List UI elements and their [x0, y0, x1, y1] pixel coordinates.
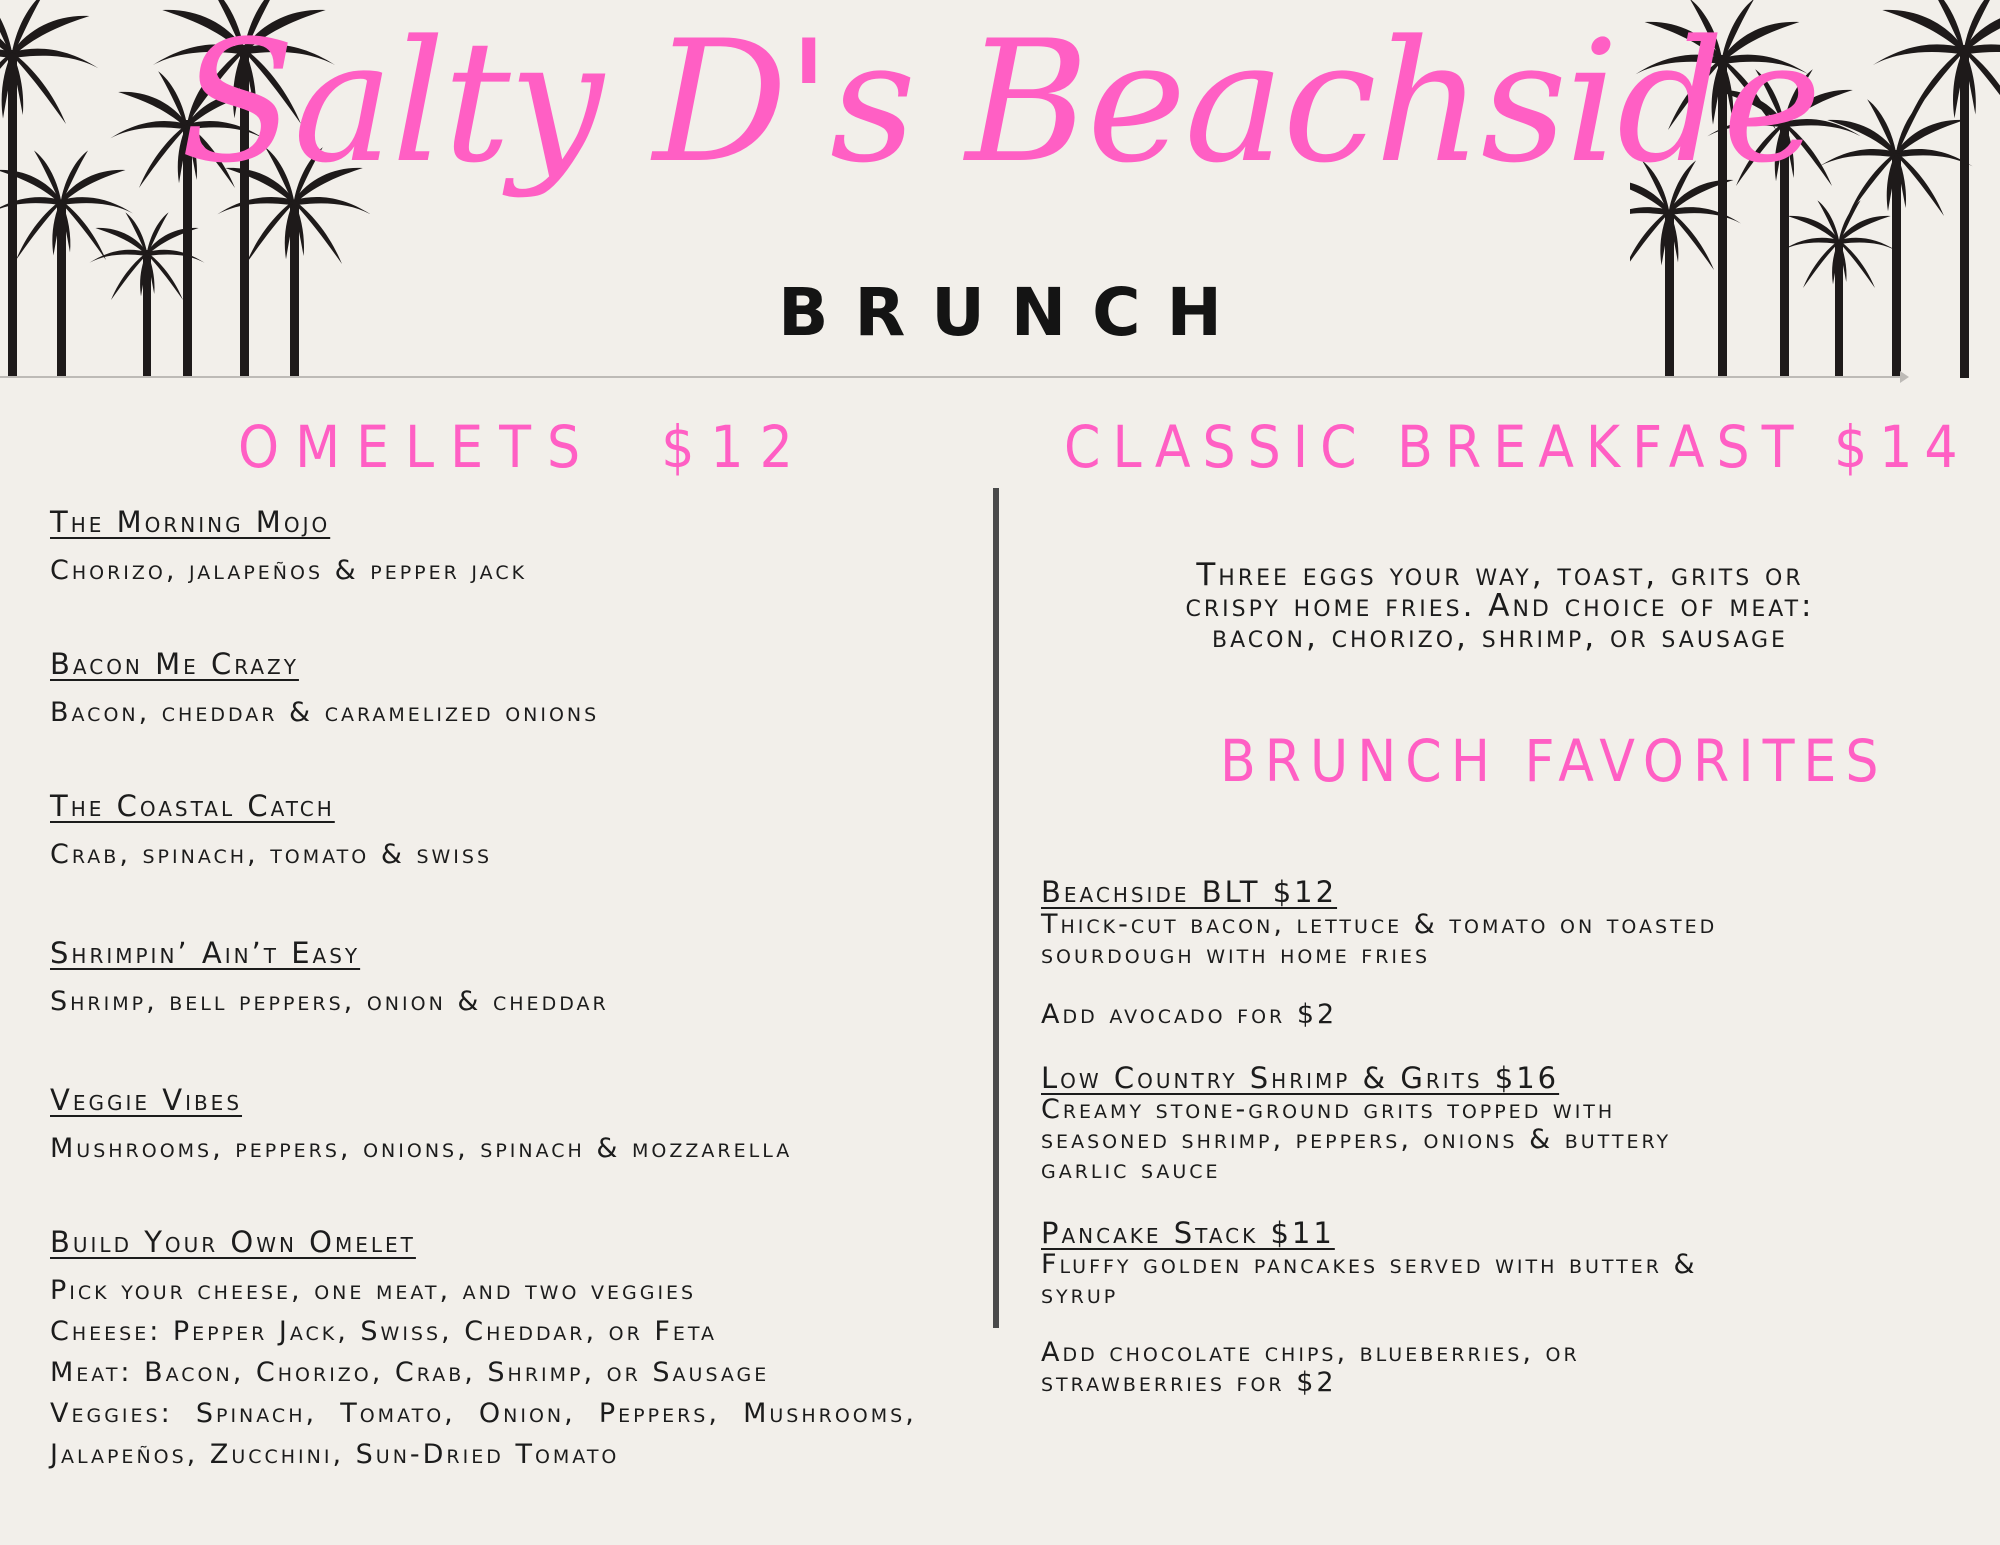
pancake-addon-line-2: strawberries for $2 — [1041, 1367, 1337, 1398]
omelet-name-build-your-own: Build Your Own Omelet — [50, 1225, 416, 1259]
grits-line-1: Creamy stone-ground grits topped with — [1041, 1094, 1616, 1125]
byo-line-veggies-cont: Jalapeños, Zucchini, Sun-Dried Tomato — [50, 1439, 620, 1470]
byo-line-cheese: Cheese: Pepper Jack, Swiss, Cheddar, or Feta — [50, 1316, 718, 1347]
favorite-name-shrimp-grits: Low Country Shrimp & Grits $16 — [1041, 1061, 1560, 1095]
column-divider — [993, 488, 999, 1328]
brunch-favorites-heading: BRUNCH FAVORITES — [1220, 727, 1888, 795]
omelet-desc-morning-mojo: Chorizo, jalapeños & pepper jack — [50, 555, 528, 586]
menu-subtitle: BRUNCH — [778, 274, 1248, 351]
grits-line-3: garlic sauce — [1041, 1154, 1221, 1185]
favorite-name-beachside-blt: Beachside BLT $12 — [1041, 875, 1338, 909]
byo-line-veggies: Veggies: Spinach, Tomato, Onion, Peppers, Mushrooms, — [50, 1398, 917, 1429]
omelets-heading: OMELETS $12 — [238, 413, 809, 481]
classic-breakfast-description — [1050, 557, 1950, 655]
restaurant-title: Salty D's Beachside — [180, 4, 1820, 200]
omelet-name-shrimpin: Shrimpin’ Ain’t Easy — [50, 936, 361, 970]
omelet-name-morning-mojo: The Morning Mojo — [50, 505, 331, 539]
omelet-desc-shrimpin: Shrimp, bell peppers, onion & cheddar — [50, 986, 609, 1017]
favorite-addon-blt: Add avocado for $2 — [1041, 999, 1338, 1030]
pancake-line-1: Fluffy golden pancakes served with butter & — [1041, 1249, 1698, 1280]
omelet-name-coastal-catch: The Coastal Catch — [50, 789, 335, 823]
favorite-desc-beachside-blt — [1041, 910, 1717, 970]
omelet-name-bacon-me-crazy: Bacon Me Crazy — [50, 647, 299, 681]
header-divider — [0, 376, 1906, 378]
byo-line-meat: Meat: Bacon, Chorizo, Crab, Shrimp, or Sausage — [50, 1357, 770, 1388]
classic-line-3: bacon, chorizo, shrimp, or sausage — [1212, 619, 1788, 655]
favorite-desc-shrimp-grits — [1041, 1095, 1671, 1185]
favorite-desc-pancake-stack — [1041, 1250, 1698, 1310]
build-your-own-details — [50, 1270, 917, 1475]
classic-line-2: crispy home fries. And choice of meat: — [1185, 588, 1815, 624]
classic-breakfast-heading: CLASSIC BREAKFAST $14 — [1064, 413, 1970, 481]
blt-line-2: sourdough with home fries — [1041, 939, 1431, 970]
header-divider-arrow-icon — [1900, 371, 1909, 383]
classic-line-1: Three eggs your way, toast, grits or — [1196, 557, 1804, 593]
omelet-name-veggie-vibes: Veggie Vibes — [50, 1083, 243, 1117]
omelet-desc-veggie-vibes: Mushrooms, peppers, onions, spinach & mozzarella — [50, 1133, 793, 1164]
pancake-line-2: syrup — [1041, 1279, 1119, 1310]
byo-line-pick: Pick your cheese, one meat, and two veggies — [50, 1275, 697, 1306]
omelet-desc-bacon-me-crazy: Bacon, cheddar & caramelized onions — [50, 697, 600, 728]
omelet-desc-coastal-catch: Crab, spinach, tomato & swiss — [50, 839, 493, 870]
favorite-addon-pancake — [1041, 1338, 1580, 1398]
grits-line-2: seasoned shrimp, peppers, onions & buttery — [1041, 1124, 1672, 1155]
favorite-name-pancake-stack: Pancake Stack $11 — [1041, 1216, 1335, 1250]
blt-line-1: Thick-cut bacon, lettuce & tomato on toasted — [1041, 909, 1718, 940]
pancake-addon-line-1: Add chocolate chips, blueberries, or — [1041, 1337, 1580, 1368]
